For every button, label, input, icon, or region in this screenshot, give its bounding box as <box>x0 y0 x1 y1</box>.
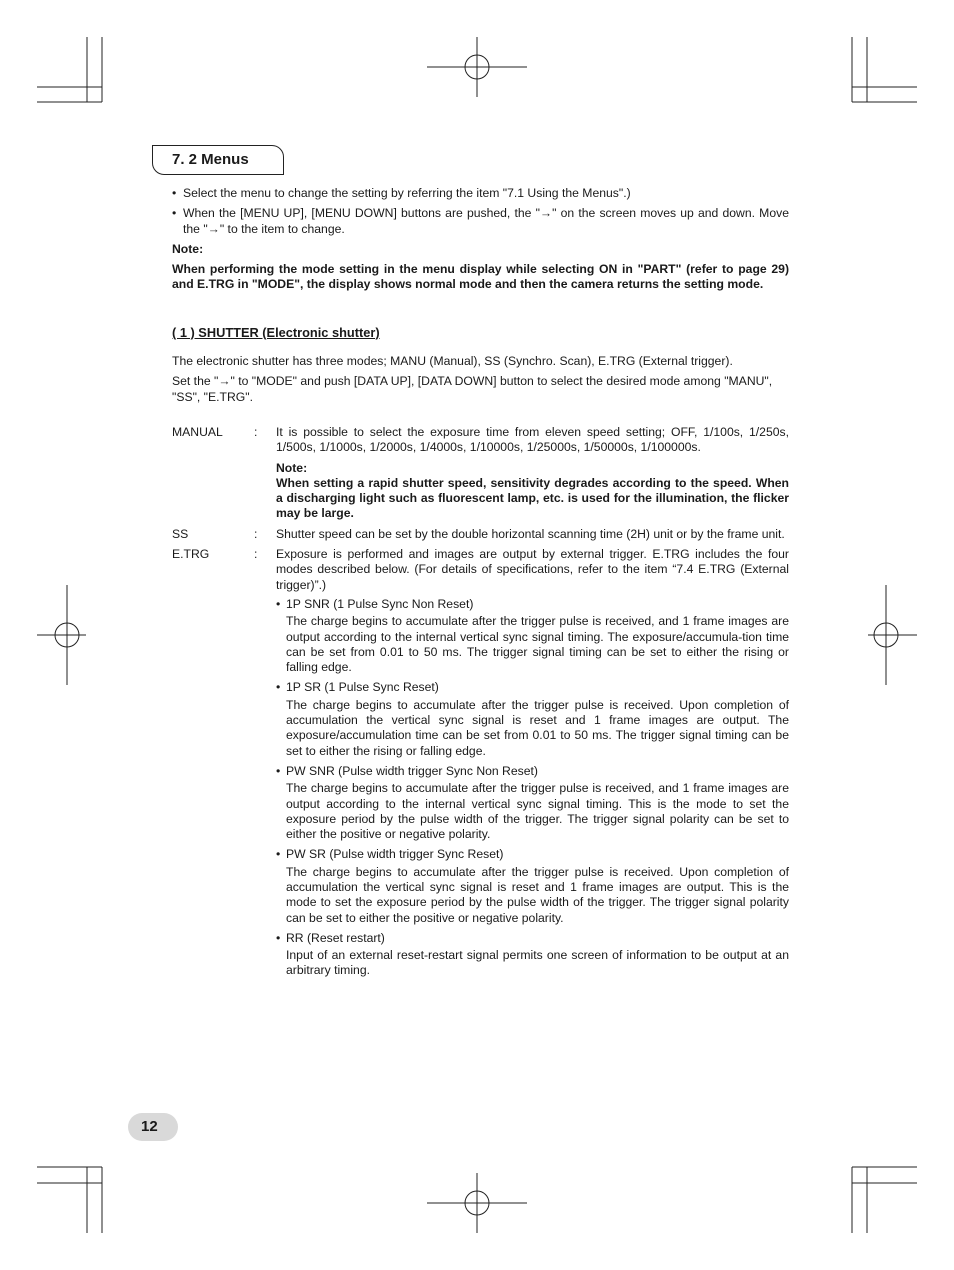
definition-row-etrg <box>172 547 789 984</box>
mode-title <box>276 764 789 779</box>
mode-description: The charge begins to accumulate after the trigger pulse is received. Upon completion of accumulation the vertical sync signal is reset and 1 frame images are output. The exposure/accumulation time can be set from 0.01 to 50 ms. The trigger signal timing can be set to either the rising or falling edge. <box>286 697 789 758</box>
bullet-dot: • <box>172 206 177 221</box>
definition-row-manual <box>172 425 789 522</box>
mode-description: The charge begins to accumulate after the trigger pulse is received, and 1 frame images are output according to the internal vertical sync signal timing. The exposure/accumula-tion time can be set from 0.01 to 50 ms. The trigger signal timing can be set to either the rising or falling edge. <box>286 614 789 675</box>
definition-description <box>276 547 789 984</box>
mode-title-text: PW SNR (Pulse width trigger Sync Non Reset) <box>286 763 538 778</box>
mode-title <box>276 847 789 862</box>
bullet-text: Select the menu to change the setting by referring the item "7.1 Using the Menus".) <box>183 186 631 200</box>
definition-colon: : <box>254 547 258 562</box>
mode-title <box>276 931 789 946</box>
body-paragraph: The electronic shutter has three modes; MANU (Manual), SS (Synchro. Scan), E.TRG (External trigger). <box>172 354 733 369</box>
definition-row-ss <box>172 527 789 542</box>
mode-definition-list <box>172 425 789 984</box>
definition-colon: : <box>254 526 258 541</box>
intro-bullet <box>172 186 789 201</box>
etrg-mode-item <box>276 764 789 842</box>
bullet-text: When the [MENU UP], [MENU DOWN] buttons are pushed, the "→" on the screen moves up and down. Move the "→" to the item to change. <box>183 206 789 236</box>
mode-title <box>276 680 789 695</box>
bullet-dot: • <box>276 930 281 945</box>
intro-bullet <box>172 206 789 237</box>
definition-colon: : <box>254 424 258 439</box>
mode-description: Input of an external reset-restart signal permits one screen of information to be output at an arbitrary timing. <box>286 948 789 978</box>
definition-description <box>276 527 789 542</box>
subsection-heading: ( 1 ) SHUTTER (Electronic shutter) <box>172 324 380 340</box>
mode-title-text: PW SR (Pulse width trigger Sync Reset) <box>286 847 504 862</box>
definition-description <box>276 425 789 522</box>
definition-term: SS <box>172 526 189 541</box>
body-paragraph: Set the "→" to "MODE" and push [DATA UP], [DATA DOWN] button to select the desired mode among "MANU", "SS", "E.TRG". <box>172 374 773 404</box>
definition-term: E.TRG <box>172 547 210 562</box>
mode-title-text: 1P SNR (1 Pulse Sync Non Reset) <box>286 596 474 611</box>
etrg-mode-list <box>276 597 789 979</box>
etrg-mode-item <box>276 931 789 979</box>
definition-text: It is possible to select the exposure time from eleven speed setting; OFF, 1/100s, 1/250s, 1/500s, 1/1000s, 1/2000s, 1/4000s, 1/10000s, 1/25000s, 1/50000s, 1/100000s. <box>276 424 789 455</box>
definition-text: Shutter speed can be set by the double horizontal scanning time (2H) unit or by the frame unit. <box>276 526 785 541</box>
page-content <box>172 186 789 989</box>
definition-text: Exposure is performed and images are output by external trigger. E.TRG includes the four modes described below. (For details of specifications, refer to the item “7.4 E.TRG (External trigger)”.) <box>276 547 789 592</box>
mode-description: The charge begins to accumulate after the trigger pulse is received. Upon completion of accumulation the vertical sync signal is reset and 1 frame images are output. This is the mode to set the exposure period by the pulse width of the trigger. The trigger signal polarity can be set to either the positive or negative polarity. <box>286 864 789 925</box>
note-text: When performing the mode setting in the menu display while selecting ON in "PART" (refer to page 29) and E.TRG in "MODE", the display shows normal mode and then the camera returns the setting mode. <box>172 262 789 292</box>
etrg-mode-item <box>276 597 789 675</box>
mode-description: The charge begins to accumulate after the trigger pulse is received, and 1 frame images are output according to the internal vertical sync signal timing. This is the mode to set the exposure period by the pulse width of the trigger. The trigger signal polarity can be set to either the positive or negative polarity. <box>286 781 789 842</box>
note-text: When setting a rapid shutter speed, sensitivity degrades according to the speed. When a discharging light such as fluorescent lamp, etc. is used for the illumination, the flicker may be large. <box>276 475 789 521</box>
page-number: 12 <box>128 1113 178 1141</box>
bullet-dot: • <box>276 847 281 862</box>
bullet-dot: • <box>276 596 281 611</box>
bullet-dot: • <box>276 680 281 695</box>
mode-title-text: RR (Reset restart) <box>286 930 385 945</box>
mode-title-text: 1P SR (1 Pulse Sync Reset) <box>286 680 439 695</box>
bullet-dot: • <box>172 186 177 200</box>
note-label: Note: <box>276 460 308 475</box>
etrg-mode-item <box>276 847 789 925</box>
etrg-mode-item <box>276 680 789 758</box>
section-title: 7. 2 Menus <box>152 145 284 175</box>
note-label: Note: <box>172 241 204 256</box>
bullet-dot: • <box>276 763 281 778</box>
mode-title <box>276 597 789 612</box>
definition-term: MANUAL <box>172 424 223 439</box>
